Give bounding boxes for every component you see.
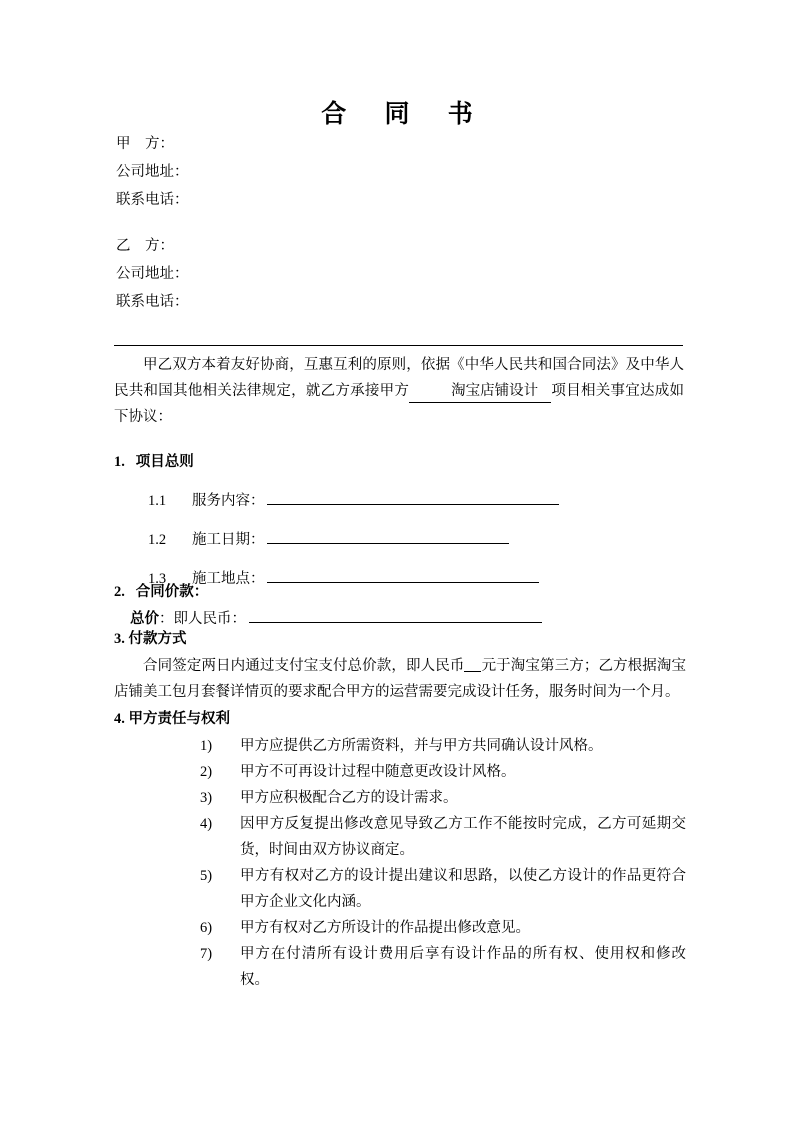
list-item — [114, 811, 686, 863]
section-1-number: 1. — [114, 454, 125, 470]
section-3-title: 付款方式 — [128, 631, 187, 647]
list-item-text: 甲方在付清所有设计费用后享有设计作品的所有权、使用权和修改权。 — [240, 946, 686, 988]
payment-amount-input[interactable] — [464, 671, 481, 672]
list-item-text: 甲方应提供乙方所需资料，并与甲方共同确认设计风格。 — [240, 738, 603, 754]
section-3-heading — [114, 627, 686, 651]
preamble-text-after: 项目相关事宜达成如下协议： — [114, 383, 684, 425]
payment-text-after: 元于淘宝第三方；乙方根据淘宝店铺美工包月套餐详情页的要求配合甲方的运营需要完成设计任务，服务时间为一个月。 — [114, 658, 687, 700]
item-1-2 — [114, 527, 686, 552]
section-4 — [114, 707, 686, 993]
party-b-phone-label: 联系电话： — [116, 294, 189, 310]
list-item-text: 甲方有权对乙方所设计的作品提出修改意见。 — [240, 920, 530, 936]
party-a-address-label: 公司地址： — [116, 164, 189, 180]
list-item — [114, 785, 686, 811]
list-item-number: 5) — [200, 868, 213, 884]
page-title: 合 同 书 — [321, 101, 489, 128]
section-3 — [114, 627, 686, 705]
list-item — [114, 863, 686, 915]
item-1-1-input[interactable] — [267, 488, 559, 505]
item-1-3-number: 1.3 — [148, 571, 167, 587]
list-item — [114, 941, 686, 993]
list-item-number: 1) — [200, 738, 213, 754]
list-item-text: 甲方有权对乙方的设计提出建议和思路，以使乙方设计的作品更符合甲方企业文化内涵。 — [240, 868, 686, 910]
list-item — [114, 759, 686, 785]
party-b-address-label: 公司地址： — [116, 266, 189, 282]
section-3-paragraph — [114, 653, 686, 705]
list-item-text: 甲方应积极配合乙方的设计需求。 — [240, 790, 458, 806]
item-1-1-label: 服务内容： — [192, 493, 265, 509]
section-2-heading — [114, 580, 686, 604]
list-item-number: 7) — [200, 946, 213, 962]
party-a-obligations-list — [114, 733, 686, 993]
party-a-name-label: 甲 方： — [116, 136, 174, 152]
total-price-label: 总价 — [130, 611, 159, 627]
list-item-number: 2) — [200, 764, 213, 780]
party-b-block — [116, 232, 189, 316]
section-2 — [114, 580, 686, 631]
item-1-2-input[interactable] — [267, 527, 509, 544]
list-item-text: 因甲方反复提出修改意见导致乙方工作不能按时完成，乙方可延期交货，时间由双方协议商定。 — [240, 816, 686, 858]
item-1-1 — [114, 488, 686, 513]
section-4-title: 甲方责任与权利 — [128, 711, 230, 727]
project-name-field[interactable]: 淘宝店铺设计 — [409, 380, 551, 403]
item-1-1-number: 1.1 — [148, 493, 167, 509]
section-3-number: 3. — [114, 631, 125, 647]
section-2-number: 2. — [114, 584, 125, 600]
list-item — [114, 733, 686, 759]
list-item-text: 甲方不可再设计过程中随意更改设计风格。 — [240, 764, 516, 780]
section-4-number: 4. — [114, 711, 125, 727]
total-price-input[interactable] — [249, 606, 542, 623]
list-item-number: 3) — [200, 790, 213, 806]
list-item-number: 4) — [200, 816, 213, 832]
item-1-2-label: 施工日期： — [192, 532, 265, 548]
list-item — [114, 915, 686, 941]
party-a-block — [116, 130, 189, 214]
preamble-paragraph — [114, 352, 684, 430]
payment-text-before: 合同签定两日内通过支付宝支付总价款，即人民币 — [143, 658, 465, 674]
section-1-heading — [114, 450, 686, 474]
party-b-name-label: 乙 方： — [116, 238, 174, 254]
item-1-2-number: 1.2 — [148, 532, 167, 548]
horizontal-divider — [114, 345, 683, 346]
item-1-3-label: 施工地点： — [192, 571, 265, 587]
section-2-title: 合同价款： — [135, 584, 209, 600]
section-4-heading — [114, 707, 686, 731]
section-1 — [114, 450, 686, 591]
party-a-phone-label: 联系电话： — [116, 192, 189, 208]
preamble-text-before: 甲乙双方本着友好协商，互惠互利的原则，依据《中华人民共和国合同法》及中华人民共和国其他相关法律规定，就乙方承接甲方 — [114, 357, 684, 399]
total-price-currency-label: ：即人民币： — [159, 611, 246, 627]
section-1-title: 项目总则 — [135, 454, 194, 470]
list-item-number: 6) — [200, 920, 213, 936]
